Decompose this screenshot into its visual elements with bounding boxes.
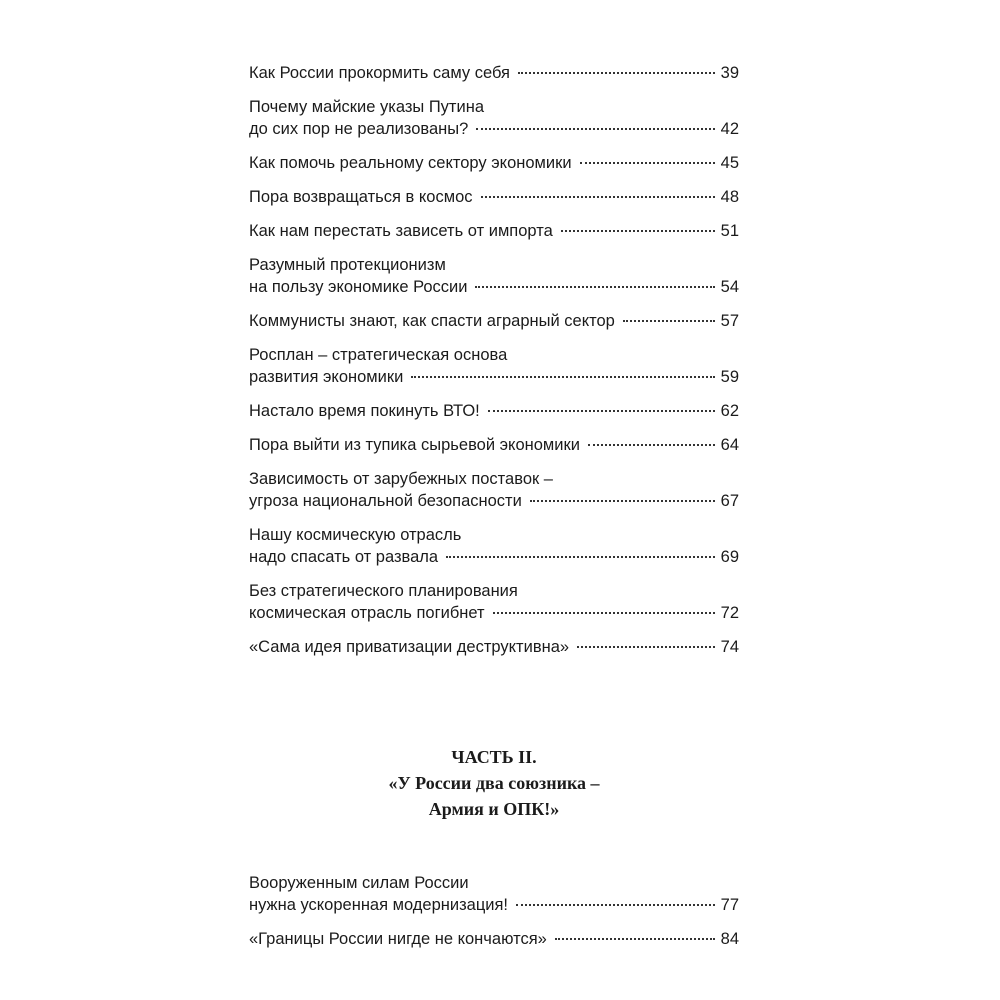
toc-entry-title-line: Как России прокормить саму себя [249, 64, 510, 82]
dot-leader [493, 612, 715, 614]
toc-entry-last-line [249, 490, 739, 512]
toc-entry-title-line: Росплан – стратегическая основа [249, 346, 508, 364]
toc-entry-last-line [249, 310, 739, 332]
toc-entry-title-line: Разумный протекционизм [249, 256, 446, 274]
dot-leader [623, 320, 715, 322]
toc-page-number: 45 [720, 154, 739, 172]
toc-page-number: 48 [720, 188, 739, 206]
toc-page-number: 72 [720, 604, 739, 622]
toc-entry-last-line [249, 400, 739, 422]
toc-entry [249, 434, 739, 456]
toc-entry [249, 62, 739, 84]
toc-entry [249, 636, 739, 658]
toc-page-number: 62 [720, 402, 739, 420]
dot-leader [561, 230, 715, 232]
toc-page-number: 57 [720, 312, 739, 330]
toc-entry-title-line: космическая отрасль погибнет [249, 604, 485, 622]
toc-entry-last-line [249, 894, 739, 916]
part-title-line-2: Армия и ОПК!» [428, 799, 560, 819]
dot-leader [411, 376, 714, 378]
dot-leader [481, 196, 715, 198]
toc-entry-title-line: развития экономики [249, 368, 404, 386]
toc-entry-last-line [249, 152, 739, 174]
dot-leader [577, 646, 715, 648]
part-label: ЧАСТЬ II. [451, 747, 537, 767]
dot-leader [530, 500, 715, 502]
toc-entry [249, 96, 739, 140]
dot-leader [518, 72, 715, 74]
toc-page-number: 67 [720, 492, 739, 510]
toc-page-number: 84 [720, 930, 739, 948]
table-of-contents [249, 62, 739, 670]
toc-page-number: 59 [720, 368, 739, 386]
toc-entry-last-line [249, 602, 739, 624]
toc-entry-title-line: Пора выйти из тупика сырьевой экономики [249, 436, 580, 454]
toc-entry-title-line: Зависимость от зарубежных поставок – [249, 470, 553, 488]
toc-page-number: 42 [720, 120, 739, 138]
dot-leader [516, 904, 715, 906]
part-title-line-1: «У России два союзника – [388, 773, 600, 793]
toc-page-number: 64 [720, 436, 739, 454]
toc-entry-title-line: надо спасать от развала [249, 548, 439, 566]
dot-leader [580, 162, 715, 164]
toc-entry-last-line [249, 546, 739, 568]
dot-leader [475, 286, 714, 288]
toc-entry-title-line: угроза национальной безопасности [249, 492, 522, 510]
toc-page-number: 69 [720, 548, 739, 566]
toc-page-number: 77 [720, 896, 739, 914]
table-of-contents-part-2 [249, 872, 739, 962]
toc-page-number: 39 [720, 64, 739, 82]
dot-leader [588, 444, 715, 446]
toc-entry-title-line: Пора возвращаться в космос [249, 188, 473, 206]
toc-entry-title-line: Нашу космическую отрасль [249, 526, 462, 544]
toc-entry-last-line [249, 928, 739, 950]
toc-entry-title-line: Коммунисты знают, как спасти аграрный сектор [249, 312, 615, 330]
toc-entry-last-line [249, 636, 739, 658]
toc-entry-last-line [249, 366, 739, 388]
toc-entry-title-line: «Сама идея приватизации деструктивна» [249, 638, 570, 656]
toc-entry-last-line [249, 62, 739, 84]
toc-entry [249, 152, 739, 174]
toc-entry-title-line: Почему майские указы Путина [249, 98, 484, 116]
toc-entry-title-line: Настало время покинуть ВТО! [249, 402, 480, 420]
toc-entry-title-line: до сих пор не реализованы? [249, 120, 469, 138]
toc-entry-title-line: Как помочь реальному сектору экономики [249, 154, 572, 172]
toc-entry-title-line: Вооруженным силам России [249, 874, 469, 892]
toc-page-number: 51 [720, 222, 739, 240]
toc-entry-title-line: нужна ускоренная модернизация! [249, 896, 509, 914]
toc-entry-last-line [249, 186, 739, 208]
toc-entry [249, 186, 739, 208]
part-heading [249, 744, 739, 822]
dot-leader [476, 128, 714, 130]
toc-entry-title-line: «Границы России нигде не кончаются» [249, 930, 547, 948]
toc-entry [249, 400, 739, 422]
dot-leader [488, 410, 715, 412]
dot-leader [446, 556, 715, 558]
toc-entry [249, 344, 739, 388]
toc-entry-title-line: Как нам перестать зависеть от импорта [249, 222, 553, 240]
toc-entry [249, 524, 739, 568]
toc-entry [249, 468, 739, 512]
toc-entry-title-line: на пользу экономике России [249, 278, 468, 296]
toc-entry [249, 928, 739, 950]
dot-leader [555, 938, 715, 940]
toc-entry-title-line: Без стратегического планирования [249, 582, 518, 600]
toc-entry [249, 872, 739, 916]
toc-entry-last-line [249, 220, 739, 242]
toc-entry-last-line [249, 434, 739, 456]
toc-entry-last-line [249, 118, 739, 140]
toc-page-number: 74 [720, 638, 739, 656]
toc-entry-last-line [249, 276, 739, 298]
toc-entry [249, 310, 739, 332]
toc-entry [249, 220, 739, 242]
toc-entry [249, 254, 739, 298]
toc-page-number: 54 [720, 278, 739, 296]
toc-entry [249, 580, 739, 624]
